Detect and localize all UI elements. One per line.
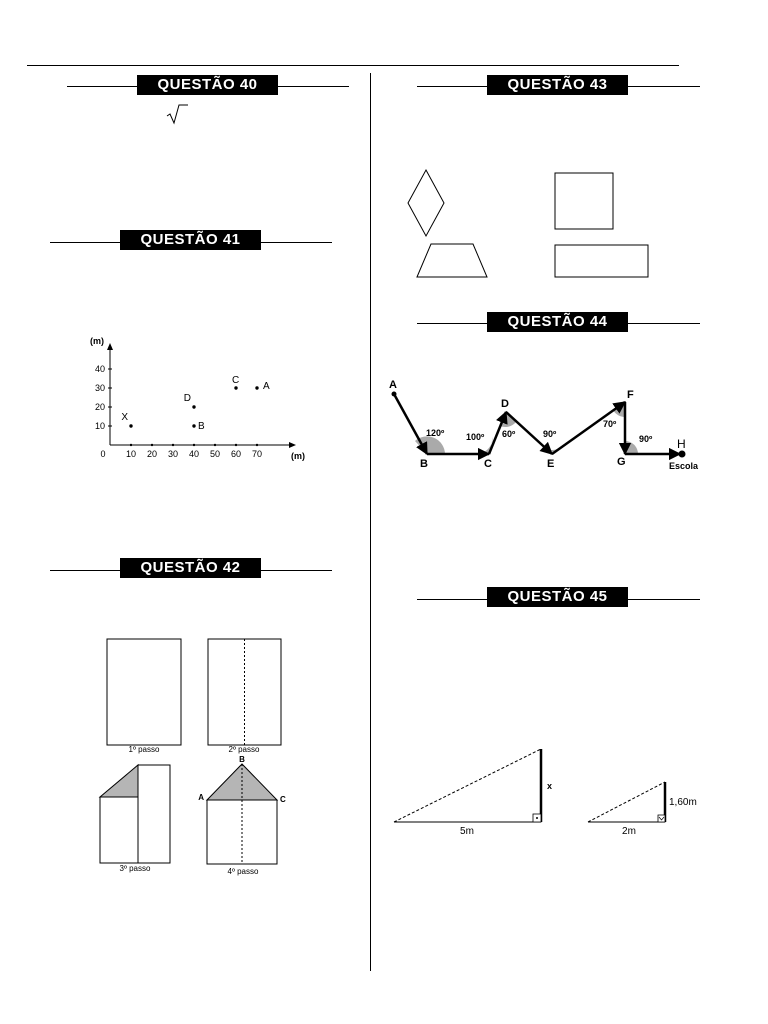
y-tick-label-40: 40 — [94, 364, 105, 374]
angle-g-wedge — [625, 441, 638, 454]
point-d — [192, 405, 195, 408]
x-tick-70 — [256, 444, 258, 446]
x-axis-arrow — [289, 442, 296, 448]
x-tick-label-0: 0 — [100, 449, 106, 459]
point-c — [234, 386, 237, 389]
q42-rule-left — [50, 570, 120, 571]
point-a-label: A — [389, 379, 397, 391]
big-height-label: x — [547, 781, 553, 791]
step3-caption: 3º passo — [119, 864, 151, 873]
q43-shapes — [400, 165, 660, 285]
x-tick-10 — [130, 444, 132, 446]
x-tick-label-30: 30 — [167, 449, 179, 459]
point-b — [192, 424, 195, 427]
x-tick-label-50: 50 — [209, 449, 221, 459]
x-tick-50 — [214, 444, 216, 446]
angle-e-label: 90º — [543, 429, 557, 439]
point-a — [255, 386, 258, 389]
q41-rule-right — [261, 242, 332, 243]
q41-scatter-chart — [80, 336, 310, 470]
q44-rule-right — [628, 323, 700, 324]
y-tick-label-10: 10 — [94, 421, 105, 431]
step4-point-b: B — [239, 755, 245, 764]
q41-rule-left — [50, 242, 120, 243]
step2-caption: 2º passo — [228, 745, 260, 754]
step4-point-c: C — [280, 795, 286, 804]
square-shape — [555, 173, 613, 229]
step4-point-a: A — [198, 793, 204, 802]
angle-d-label: 60º — [502, 429, 516, 439]
x-tick-20 — [151, 444, 153, 446]
escola-label: Escola — [669, 461, 699, 471]
step3-right-part — [138, 765, 170, 863]
big-base-label: 5m — [460, 826, 474, 837]
q40-rule-right — [278, 86, 349, 87]
q45-rule-right — [628, 599, 700, 600]
start-point-a — [392, 392, 397, 397]
big-hypotenuse — [394, 749, 541, 822]
x-tick-label-10: 10 — [125, 449, 137, 459]
y-tick-label-30: 30 — [94, 383, 105, 393]
step4-caption: 4º passo — [227, 867, 259, 876]
rectangle-shape — [555, 245, 648, 277]
point-b-label: B — [420, 458, 428, 470]
q42-rule-right — [261, 570, 332, 571]
q42-folding-steps — [95, 635, 295, 880]
x-tick-30 — [172, 444, 174, 446]
segment-ab — [394, 394, 427, 454]
step1-caption: 1º passo — [128, 745, 160, 754]
q42-title: QUESTÃO 42 — [120, 558, 261, 578]
small-base-label: 2m — [622, 826, 636, 837]
q43-title: QUESTÃO 43 — [487, 75, 628, 95]
step3-paper — [100, 797, 138, 863]
x-tick-label-20: 20 — [146, 449, 158, 459]
point-label-c: C — [232, 375, 240, 386]
q40-sqrt-sign — [166, 104, 190, 124]
q40-rule-left — [67, 86, 137, 87]
step1-paper — [107, 639, 181, 745]
top-rule — [27, 65, 679, 66]
q43-rule-left — [417, 86, 487, 87]
step3-folded-corner — [100, 765, 138, 797]
point-h-label: H — [677, 437, 686, 451]
small-right-angle — [658, 815, 665, 822]
x-tick-label-40: 40 — [188, 449, 200, 459]
column-divider — [370, 73, 371, 971]
x-tick-label-70: 70 — [251, 449, 263, 459]
q44-title: QUESTÃO 44 — [487, 312, 628, 332]
small-hypotenuse — [588, 782, 665, 822]
q45-shadow-triangles — [390, 745, 697, 840]
y-axis-label: (m) — [90, 336, 104, 346]
x-tick-40 — [193, 444, 195, 446]
q44-rule-left — [417, 323, 487, 324]
school-dot — [679, 451, 686, 458]
point-g-label: G — [617, 456, 626, 468]
point-x — [129, 424, 132, 427]
angle-b-label: 120º — [426, 428, 445, 438]
point-c-label: C — [484, 458, 492, 470]
q45-title: QUESTÃO 45 — [487, 587, 628, 607]
y-tick-label-20: 20 — [94, 402, 105, 412]
x-tick-label-60: 60 — [230, 449, 242, 459]
angle-g-label: 90º — [639, 434, 653, 444]
q43-rule-right — [628, 86, 700, 87]
angle-c-label: 100º — [466, 432, 485, 442]
point-e-label: E — [547, 458, 555, 470]
point-f-label: F — [627, 389, 634, 401]
rhombus-shape — [408, 170, 444, 236]
point-label-b: B — [198, 421, 205, 432]
small-height-label: 1,60m — [669, 797, 697, 808]
big-right-angle-dot — [536, 817, 538, 819]
point-label-a: A — [263, 381, 270, 392]
y-axis-arrow — [107, 343, 113, 350]
trapezoid-shape — [417, 244, 487, 277]
q45-rule-left — [417, 599, 487, 600]
point-d-label: D — [501, 398, 509, 410]
x-axis-label: (m) — [291, 451, 305, 461]
q41-title: QUESTÃO 41 — [120, 230, 261, 250]
point-label-x: X — [121, 412, 128, 423]
q40-title: QUESTÃO 40 — [137, 75, 278, 95]
x-tick-60 — [235, 444, 237, 446]
angle-f-label: 70º — [603, 419, 617, 429]
q44-path-diagram — [380, 370, 710, 480]
point-label-d: D — [183, 393, 191, 404]
